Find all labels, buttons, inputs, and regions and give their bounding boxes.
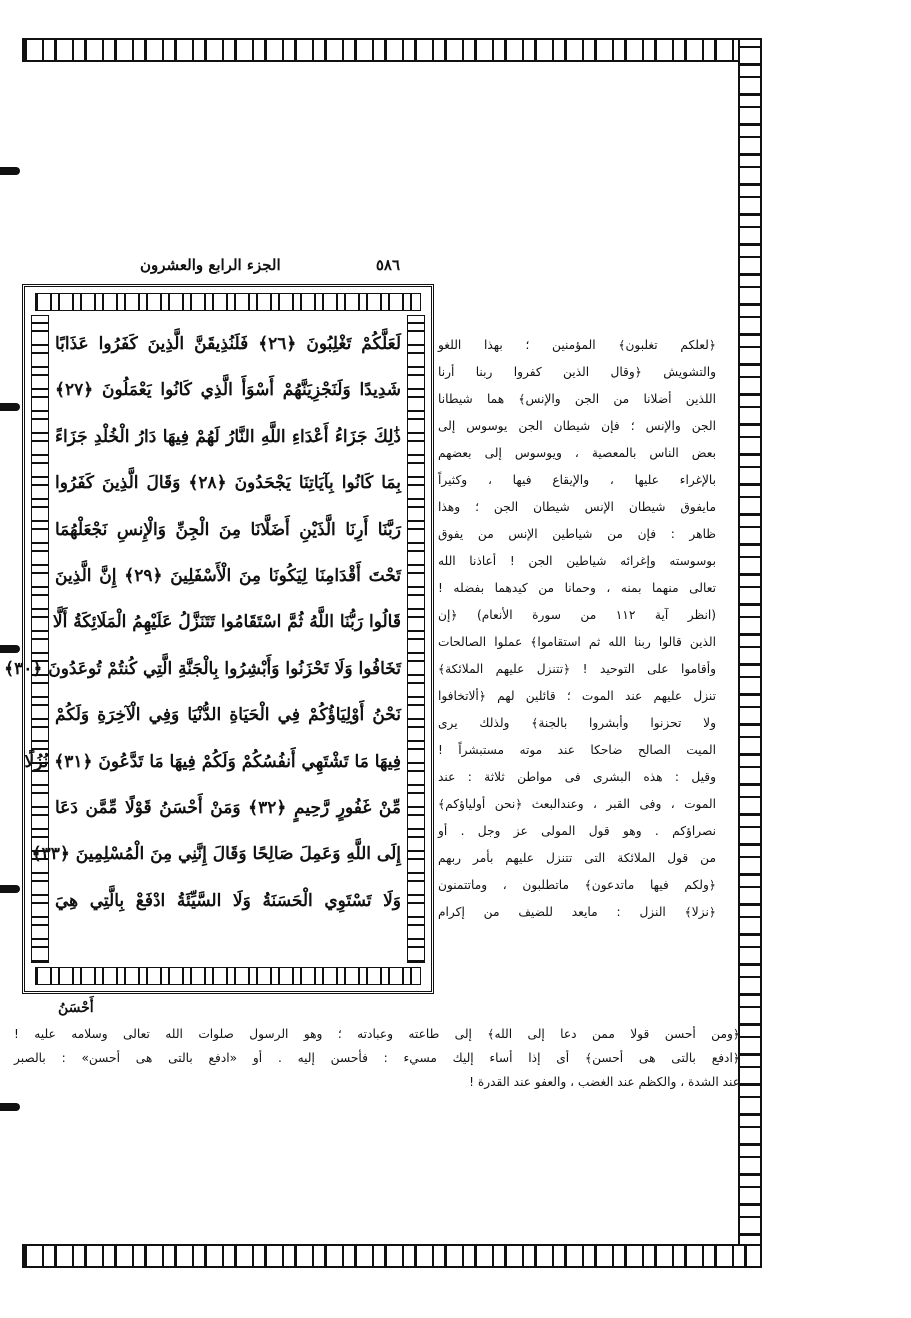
tafsir-line: الجن والإنس ؛ فإن شيطان الجن يوسوس إلى <box>438 419 716 433</box>
tafsir-line: ﴿ولكم فيها ماتدعون﴾ ماتطلبون ، وماتتمنون <box>438 878 716 892</box>
verse-line: مِّنْ غَفُورٍ رَّحِيمٍ ﴿٣٢﴾ وَمَنْ أَحْسَنُ قَوْلًا مِّمَّن دَعَا <box>55 797 401 818</box>
verse-line: تَحْتَ أَقْدَامِنَا لِيَكُونَا مِنَ الْأَسْفَلِينَ ﴿٢٩﴾ إِنَّ الَّذِينَ <box>55 565 401 586</box>
tafsir-line: تعالى منهما بمنه ، وحمانا من كيدهما بفضله ! <box>438 581 716 595</box>
verse-line: شَدِيدًا وَلَنَجْزِيَنَّهُمْ أَسْوَأَ الَّذِي كَانُوا يَعْمَلُونَ ﴿٢٧﴾ <box>55 380 401 401</box>
tafsir-continuation <box>14 1022 740 1094</box>
tafsir-line: ﴿ومن أحسن قولا ممن دعا إلى الله﴾ إلى طاعته وعبادته ؛ وهو الرسول صلوات الله تعالى وسلامه عليه ! <box>14 1027 740 1041</box>
ornament-border <box>35 967 421 985</box>
page-number: ٥٨٦ <box>375 256 400 274</box>
verse-line: قَالُوا رَبُّنَا اللَّهُ ثُمَّ اسْتَقَامُوا تَتَنَزَّلُ عَلَيْهِمُ الْمَلَائِكَةُ أَلَّا <box>52 612 401 633</box>
border-band-top <box>22 38 762 62</box>
tafsir-line: ﴿ادفع بالتى هى أحسن﴾ أى إذا أساء إليك مسيء : فأحسن إليه . أو «ادفع بالتى هى أحسن» : بالصبر <box>14 1051 740 1065</box>
tafsir-line: بالإغراء عليها ، والإيقاع فيها ، وكثيراً <box>438 473 716 487</box>
verse-line: وَلَا تَسْتَوِي الْحَسَنَةُ وَلَا السَّيِّئَةُ ادْفَعْ بِالَّتِي هِيَ <box>55 890 401 911</box>
edge-marker <box>0 1103 20 1111</box>
catchword: أَحْسَنُ <box>58 1000 94 1016</box>
tafsir-line: ﴿لعلكم تغلبون﴾ المؤمنين ؛ بهذا اللغو <box>438 338 716 352</box>
ornament-border <box>35 293 421 311</box>
tafsir-line: عند الشدة ، والكظم عند الغضب ، والعفو عند القدرة ! <box>469 1075 740 1089</box>
verse-line: ذَٰلِكَ جَزَاءُ أَعْدَاءِ اللَّهِ النَّارُ لَهُمْ فِيهَا دَارُ الْخُلْدِ جَزَاءً <box>55 426 401 447</box>
edge-marker <box>0 403 20 411</box>
verse-line: لَعَلَّكُمْ تَغْلِبُونَ ﴿٢٦﴾ فَلَنُذِيقَنَّ الَّذِينَ كَفَرُوا عَذَابًا <box>55 334 402 354</box>
tafsir-line: ظاهر : فإن من شياطين الإنس من يفوق <box>438 527 716 541</box>
verse-line: بِمَا كَانُوا بِآيَاتِنَا يَجْحَدُونَ ﴿٢٨﴾ وَقَالَ الَّذِينَ كَفَرُوا <box>55 473 401 494</box>
verse-line: إِلَى اللَّهِ وَعَمِلَ صَالِحًا وَقَالَ إِنَّنِي مِنَ الْمُسْلِمِينَ ﴿٣٣﴾ <box>31 844 401 865</box>
tafsir-line: من قول الملائكة التى تتنزل عليهم بأمر ربهم <box>438 851 716 865</box>
tafsir-line: الذين قالوا ربنا الله ثم استقاموا﴾ عملوا الصالحات <box>438 635 716 649</box>
tafsir-line: الموت ، وفى القبر ، وعندالبعث ﴿نحن أولياؤكم﴾ <box>438 797 716 811</box>
tafsir-line: (انظر آية ١١٢ من سورة الأنعام) ﴿إن <box>438 608 716 622</box>
verse-line: تَخَافُوا وَلَا تَحْزَنُوا وَأَبْشِرُوا بِالْجَنَّةِ الَّتِي كُنتُمْ تُوعَدُونَ ﴿٣٠﴾ <box>4 658 401 679</box>
tafsir-line: نصراؤكم . وهو قول المولى عز وجل . أو <box>438 824 716 838</box>
verse-line: فِيهَا مَا تَشْتَهِي أَنفُسُكُمْ وَلَكُمْ فِيهَا مَا تَدَّعُونَ ﴿٣١﴾ نُزُلًا <box>24 751 401 772</box>
quran-text-box <box>4 284 434 994</box>
verse-line: رَبَّنَا أَرِنَا الَّذَيْنِ أَضَلَّانَا مِنَ الْجِنِّ وَالْإِنسِ نَجْعَلْهُمَا <box>55 519 401 540</box>
border-band-bottom <box>22 1244 762 1268</box>
tafsir-line: اللذين أضلانا من الجن والإنس﴾ هما شيطانا <box>438 392 716 406</box>
verse-line: نَحْنُ أَوْلِيَاؤُكُمْ فِي الْحَيَاةِ الدُّنْيَا وَفِي الْآخِرَةِ وَلَكُمْ <box>55 705 401 726</box>
page-header <box>140 256 400 278</box>
edge-marker <box>0 885 20 893</box>
tafsir-line: ولا تحزنوا وأبشروا بالجنة﴾ ولذلك يرى <box>438 716 716 730</box>
quran-verses <box>4 321 402 957</box>
tafsir-line: وقيل : هذه البشرى فى مواطن ثلاثة : عند <box>438 770 716 784</box>
edge-marker <box>0 167 20 175</box>
border-band-right <box>738 38 762 1268</box>
tafsir-line: بوسوسته وإغرائه شياطين الجن ! أعاذنا الله <box>438 554 716 568</box>
tafsir-line: ﴿نزلا﴾ النزل : مايعد للضيف من إكرام <box>438 905 716 919</box>
tafsir-line: وأقاموا على التوحيد ! ﴿تتنزل عليهم الملائكة﴾ <box>438 662 716 676</box>
tafsir-line: تنزل عليهم عند الموت ؛ قائلين لهم ﴿ألاتخافوا <box>438 689 716 703</box>
tafsir-line: والتشويش ﴿وقال الذين كفروا ربنا أرنا <box>438 365 716 379</box>
tafsir-line: بعض الناس بالمعصية ، ويوسوس إلى بعضهم <box>438 446 716 460</box>
tafsir-line: مايفوق شيطان الإنس شيطان الجن ؛ وهذا <box>438 500 716 514</box>
tafsir-column <box>438 332 716 926</box>
juz-title: الجزء الرابع والعشرون <box>140 256 281 274</box>
tafsir-line: الميت الصالح ضاحكا عند موته مستبشراً ! <box>438 743 716 757</box>
ornament-border <box>407 315 425 963</box>
